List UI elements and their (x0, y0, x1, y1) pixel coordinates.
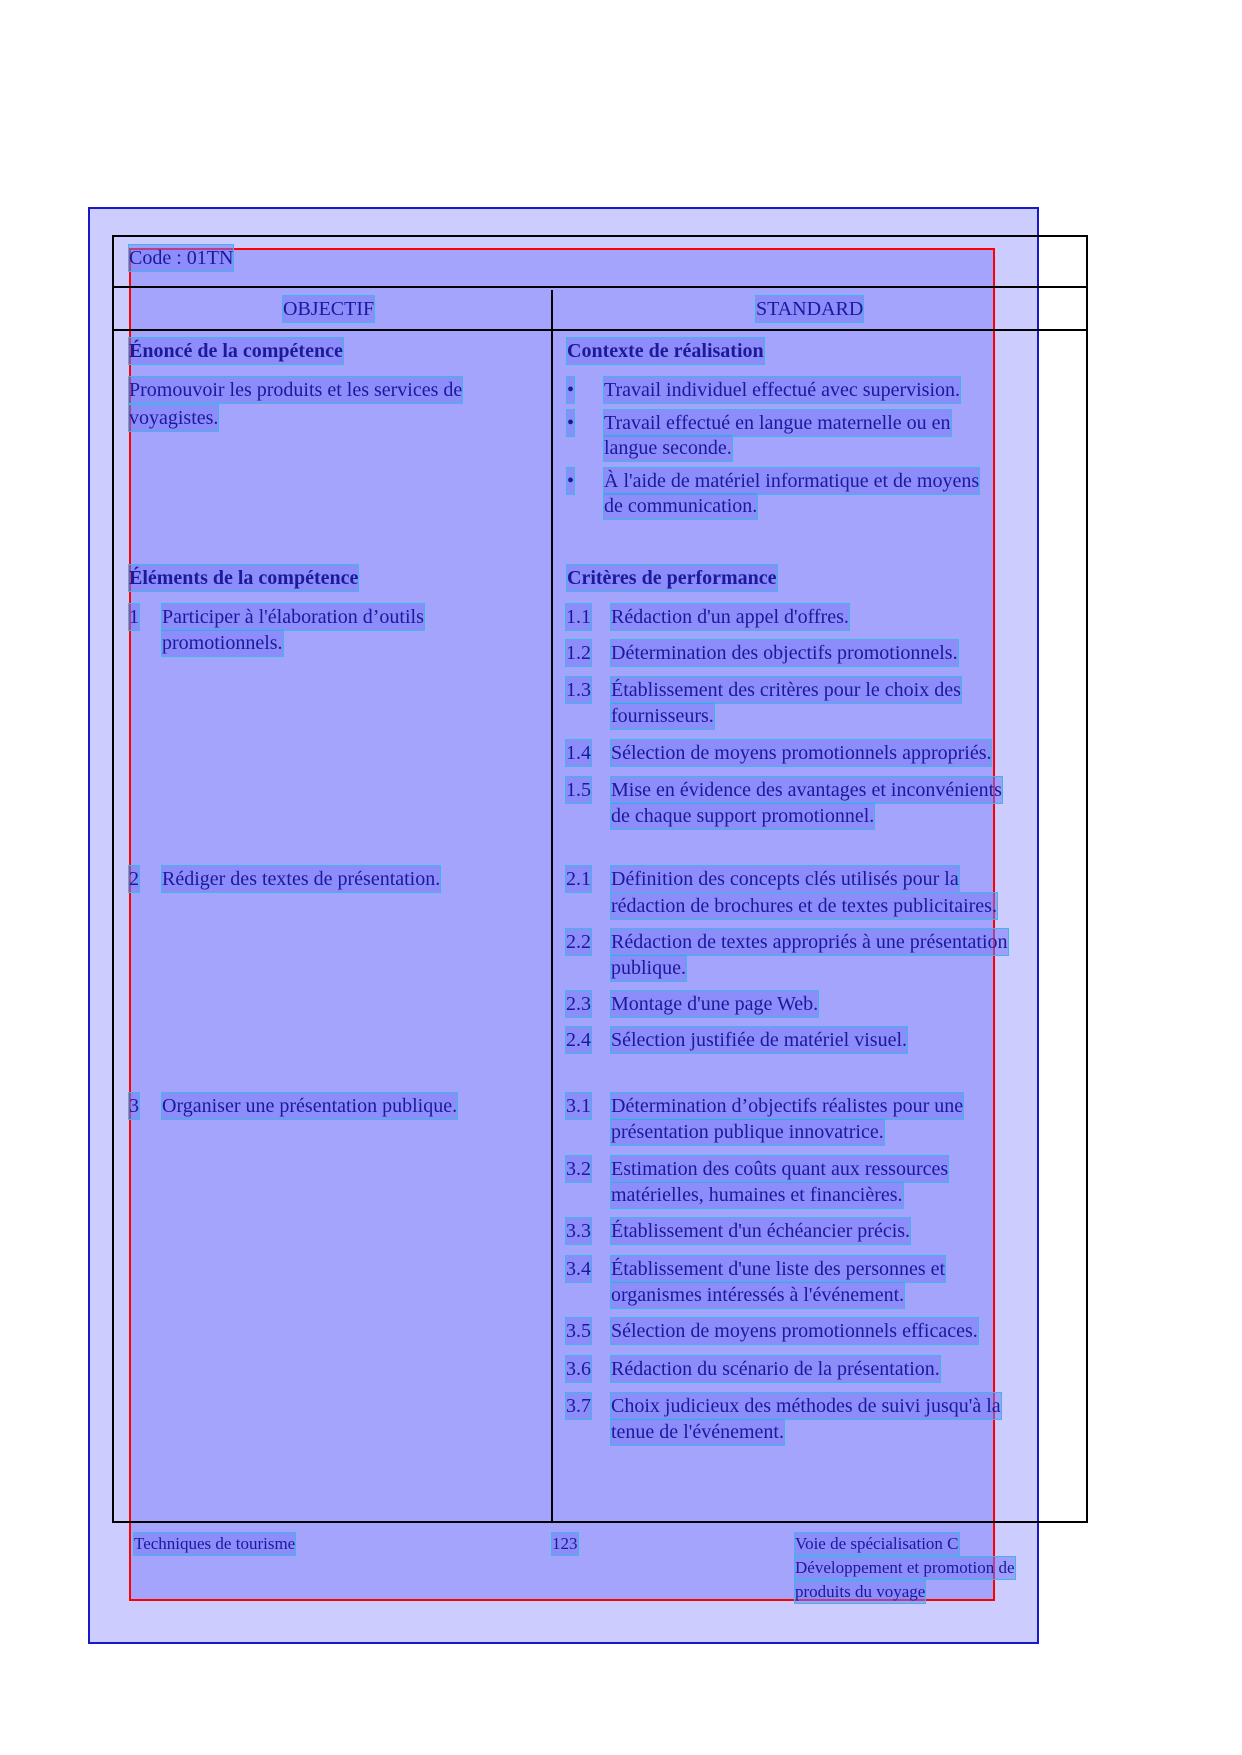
critere-line2: rédaction de brochures et de textes publicitaires. (611, 895, 997, 917)
element-3-num: 3 (129, 1095, 139, 1117)
critere-num: 2.2 (566, 931, 591, 953)
table-bottom-border (112, 1521, 1086, 1523)
enonce-text-line1: Promouvoir les produits et les services de (129, 379, 463, 401)
critere-line1: Détermination des objectifs promotionnels. (611, 642, 958, 664)
footer-program: Techniques de tourisme (134, 1534, 296, 1553)
critere-num: 3.2 (566, 1158, 591, 1180)
critere-num: 2.4 (566, 1029, 591, 1051)
contexte-title: Contexte de réalisation (567, 340, 764, 362)
element-2-line1: Rédiger des textes de présentation. (162, 868, 441, 890)
table-top-border (112, 235, 1086, 237)
critere-line2: présentation publique innovatrice. (611, 1121, 884, 1143)
elements-title: Éléments de la compétence (129, 567, 359, 589)
element-1-line2: promotionnels. (162, 632, 283, 654)
critere-line1: Rédaction d'un appel d'offres. (611, 606, 849, 628)
critere-num: 2.1 (566, 868, 591, 890)
critere-line1: Établissement des critères pour le choix des (611, 679, 961, 701)
critere-line1: Sélection justifiée de matériel visuel. (611, 1029, 908, 1051)
critere-line2: tenue de l'événement. (611, 1421, 784, 1443)
contexte-bullet: • (567, 412, 575, 434)
critere-num: 1.5 (566, 779, 591, 801)
critere-line2: matérielles, humaines et financières. (611, 1184, 903, 1206)
critere-line1: Montage d'une page Web. (611, 993, 819, 1015)
contexte-item-2-line1: Travail effectué en langue maternelle ou en (604, 412, 951, 434)
critere-line2: de chaque support promotionnel. (611, 805, 875, 827)
table-header-top-rule (112, 286, 1086, 288)
code-label: Code : 01TN (129, 247, 234, 269)
contexte-item-3-line2: de communication. (604, 495, 758, 517)
footer-specialisation-line3: produits du voyage (795, 1582, 926, 1601)
critere-line2: publique. (611, 957, 686, 979)
critere-line1: Rédaction de textes appropriés à une présentation (611, 931, 1008, 953)
contexte-bullet: • (567, 470, 575, 492)
critere-num: 1.1 (566, 606, 591, 628)
critere-num: 1.3 (566, 679, 591, 701)
critere-num: 3.1 (566, 1095, 591, 1117)
element-2-num: 2 (129, 868, 139, 890)
critere-num: 3.3 (566, 1220, 591, 1242)
footer-specialisation-line2: Développement et promotion de (795, 1558, 1015, 1577)
element-1-num: 1 (129, 606, 139, 628)
contexte-bullet: • (567, 379, 575, 401)
element-3-line1: Organiser une présentation publique. (162, 1095, 458, 1117)
critere-num: 1.2 (566, 642, 591, 664)
critere-num: 3.4 (566, 1258, 591, 1280)
contexte-item-3-line1: À l'aide de matériel informatique et de moyens (604, 470, 980, 492)
critere-num: 3.6 (566, 1358, 591, 1380)
element-1-line1: Participer à l'élaboration d’outils (162, 606, 424, 628)
critere-line1: Détermination d’objectifs réalistes pour une (611, 1095, 964, 1117)
critere-line1: Établissement d'une liste des personnes et (611, 1258, 946, 1280)
critere-line1: Choix judicieux des méthodes de suivi jusqu'à la (611, 1395, 1001, 1417)
critere-line1: Établissement d'un échéancier précis. (611, 1220, 911, 1242)
critere-line1: Définition des concepts clés utilisés pour la (611, 868, 959, 890)
contexte-item-1-line1: Travail individuel effectué avec supervision. (604, 379, 961, 401)
critere-line1: Estimation des coûts quant aux ressources (611, 1158, 949, 1180)
critere-line1: Sélection de moyens promotionnels efficaces. (611, 1320, 978, 1342)
enonce-title: Énoncé de la compétence (129, 340, 343, 362)
header-objectif: OBJECTIF (283, 298, 375, 320)
critere-line2: fournisseurs. (611, 705, 714, 727)
critere-line1: Mise en évidence des avantages et inconvénients (611, 779, 1002, 801)
critere-line1: Rédaction du scénario de la présentation. (611, 1358, 940, 1380)
footer-page-number: 123 (552, 1534, 578, 1553)
enonce-text-line2: voyagistes. (129, 407, 219, 429)
table-right-border (1086, 235, 1088, 1523)
header-standard: STANDARD (756, 298, 864, 320)
critere-line2: organismes intéressés à l'événement. (611, 1284, 905, 1306)
critere-num: 2.3 (566, 993, 591, 1015)
critere-num: 3.7 (566, 1395, 591, 1417)
critere-line1: Sélection de moyens promotionnels appropriés. (611, 742, 992, 764)
table-header-bottom-rule (112, 329, 1086, 331)
critere-num: 3.5 (566, 1320, 591, 1342)
table-left-border (112, 235, 114, 1523)
footer-specialisation-line1: Voie de spécialisation C (795, 1534, 959, 1553)
contexte-item-2-line2: langue seconde. (604, 437, 732, 459)
critere-num: 1.4 (566, 742, 591, 764)
table-column-divider (551, 290, 553, 1523)
criteres-title: Critères de performance (567, 567, 777, 589)
